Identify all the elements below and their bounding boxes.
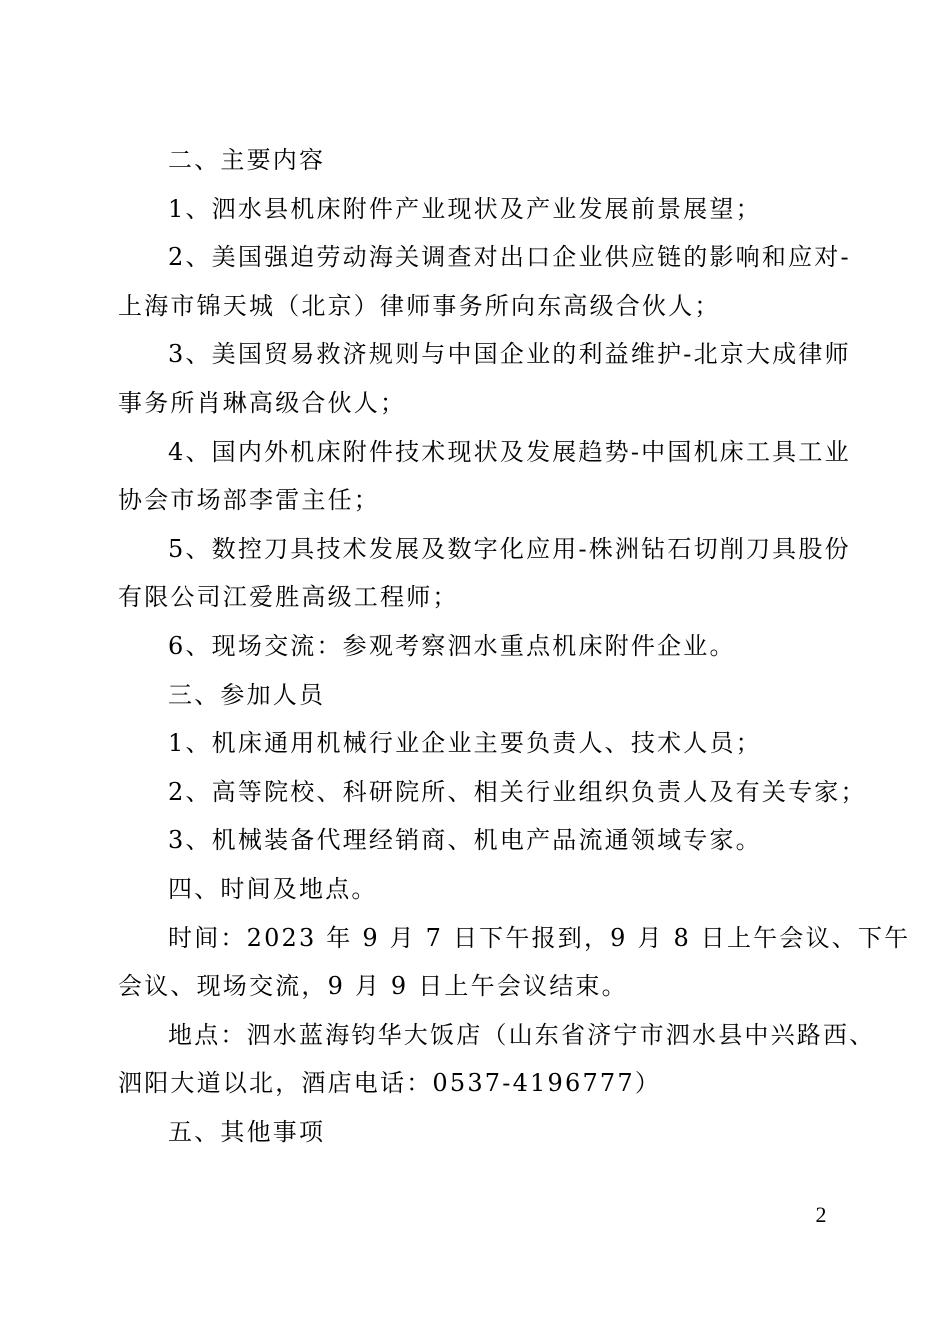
content-item-4-continued: 协会市场部李雷主任； xyxy=(118,486,380,515)
content-item-2-continued: 上海市锦天城（北京）律师事务所向东高级合伙人； xyxy=(118,291,721,320)
content-item-1: 1、泗水县机床附件产业现状及产业发展前景展望； xyxy=(168,194,762,223)
section-heading-other-matters: 五、其他事项 xyxy=(168,1117,326,1146)
participant-item-1: 1、机床通用机械行业企业主要负责人、技术人员； xyxy=(168,729,762,758)
content-item-5: 5、数控刀具技术发展及数字化应用-株洲钻石切削刀具股份 xyxy=(168,534,851,563)
location-paragraph-continued: 泗阳大道以北，酒店电话：0537-4196777） xyxy=(118,1069,662,1098)
document-body xyxy=(118,136,911,1156)
section-heading-main-content: 二、主要内容 xyxy=(168,146,326,174)
content-item-3-continued: 事务所肖琳高级合伙人； xyxy=(118,388,407,417)
content-item-4: 4、国内外机床附件技术现状及发展趋势-中国机床工具工业 xyxy=(168,437,851,466)
location-paragraph: 地点：泗水蓝海钧华大饭店（山东省济宁市泗水县中兴路西、 xyxy=(168,1020,876,1049)
content-item-5-continued: 有限公司江爱胜高级工程师； xyxy=(118,583,459,612)
content-item-2: 2、美国强迫劳动海关调查对出口企业供应链的影响和应对- xyxy=(168,243,851,272)
content-item-3: 3、美国贸易救济规则与中国企业的利益维护-北京大成律师 xyxy=(168,340,851,369)
participant-item-2: 2、高等院校、科研院所、相关行业组织负责人及有关专家； xyxy=(168,777,867,806)
content-item-6: 6、现场交流：参观考察泗水重点机床附件企业。 xyxy=(168,631,736,660)
page-number: 2 xyxy=(815,1202,827,1227)
section-heading-time-location: 四、时间及地点。 xyxy=(168,874,378,903)
section-heading-participants: 三、参加人员 xyxy=(168,680,326,709)
time-paragraph-continued: 会议、现场交流，9 月 9 日上午会议结束。 xyxy=(118,972,628,1001)
time-paragraph: 时间：2023 年 9 月 7 日下午报到，9 月 8 日上午会议、下午 xyxy=(168,923,911,952)
participant-item-3: 3、机械装备代理经销商、机电产品流通领域专家。 xyxy=(168,826,762,855)
